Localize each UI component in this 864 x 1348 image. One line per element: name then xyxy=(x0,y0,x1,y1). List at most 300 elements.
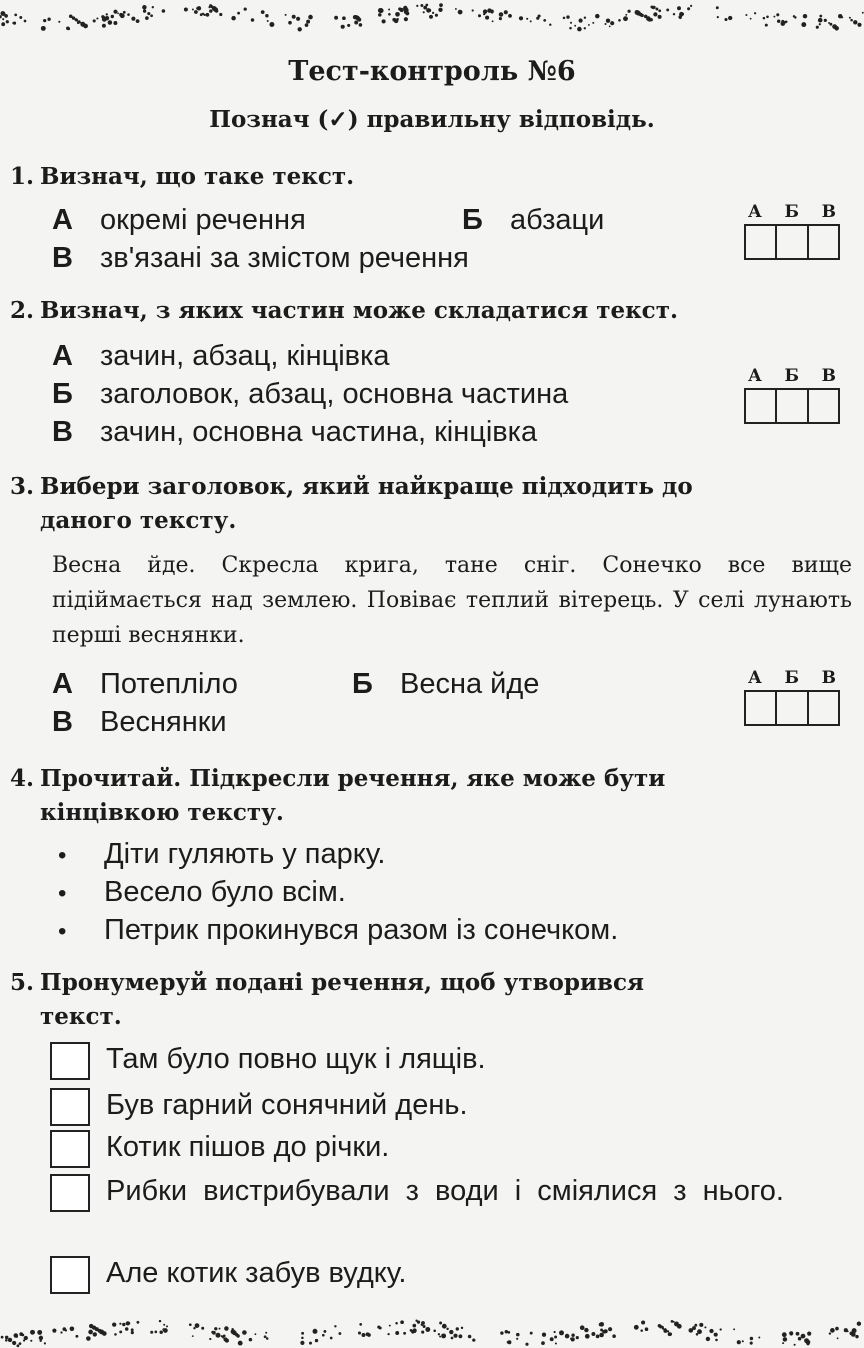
border-dot xyxy=(571,1333,574,1336)
border-dot xyxy=(136,19,140,23)
border-dot xyxy=(690,5,692,7)
border-dot xyxy=(455,8,457,10)
border-dot xyxy=(96,17,98,19)
border-dot xyxy=(102,1331,107,1336)
border-dot xyxy=(205,13,209,17)
border-dot xyxy=(388,13,391,16)
numbering-item xyxy=(50,1172,864,1210)
number-input-box[interactable] xyxy=(50,1042,90,1080)
border-dot xyxy=(750,1342,753,1345)
border-dot xyxy=(251,18,255,22)
border-dot xyxy=(559,1330,564,1335)
border-dot xyxy=(162,9,166,13)
number-input-box[interactable] xyxy=(50,1130,90,1168)
border-dot xyxy=(588,24,590,26)
question-text-continued: кінцівкою тексту. xyxy=(40,799,284,826)
border-dot xyxy=(147,12,150,15)
border-dot xyxy=(19,1332,23,1336)
border-dot xyxy=(1,1336,4,1339)
border-dot xyxy=(669,1333,672,1336)
border-dot xyxy=(389,1325,391,1327)
border-dot xyxy=(313,1329,318,1334)
question-number: 2. xyxy=(10,297,35,324)
sentence-text: Петрик прокинувся разом із сонечком. xyxy=(104,914,619,946)
border-dot xyxy=(112,1322,116,1326)
option-letter: А xyxy=(52,668,73,700)
question-text: Прочитай. Підкресли речення, яке може бути xyxy=(40,765,666,792)
border-dot xyxy=(203,14,205,16)
answer-box-a[interactable] xyxy=(746,390,777,422)
border-dot xyxy=(612,1334,616,1338)
border-dot xyxy=(640,14,643,17)
reading-passage: Весна йде. Скресла крига, тане сніг. Сонечко все вище підіймається над землею. Повіває теплий вітерець. У селі лунають перші веснянки. xyxy=(52,553,852,648)
question-text-continued: даного тексту. xyxy=(40,507,237,534)
answer-label-c: В xyxy=(821,366,836,386)
border-dot xyxy=(439,1336,441,1338)
border-dot xyxy=(86,1336,91,1341)
border-dot xyxy=(666,8,669,11)
border-dot xyxy=(824,19,827,22)
border-dot xyxy=(782,1332,787,1337)
border-dot xyxy=(119,1330,122,1333)
border-dot xyxy=(119,13,123,17)
border-dot xyxy=(803,14,807,18)
border-dot xyxy=(571,1337,575,1341)
border-dot xyxy=(378,8,383,13)
border-dot xyxy=(367,1333,371,1337)
border-dot xyxy=(1,22,5,26)
border-dot xyxy=(790,1333,793,1336)
border-dot xyxy=(400,1320,404,1324)
number-input-box[interactable] xyxy=(50,1088,90,1126)
question-1 xyxy=(10,160,850,194)
border-dot xyxy=(526,18,528,20)
border-dot xyxy=(570,22,572,24)
border-dot xyxy=(338,1332,341,1335)
border-dot xyxy=(5,1339,8,1342)
border-dot xyxy=(358,1331,361,1334)
border-dot xyxy=(361,1333,365,1337)
border-dot xyxy=(192,1335,194,1337)
border-dot xyxy=(68,28,71,31)
option-text: Весна йде xyxy=(400,668,540,700)
border-dot xyxy=(131,1331,134,1334)
border-dot xyxy=(499,12,504,17)
sentence-text: Був гарний сонячний день. xyxy=(106,1089,468,1121)
border-dot xyxy=(609,25,611,27)
question-number: 4. xyxy=(10,765,35,792)
option-letter: В xyxy=(52,706,73,738)
page-subtitle: Познач (✓) правильну відповідь. xyxy=(209,106,655,133)
option-text: абзаци xyxy=(510,204,605,236)
option-a xyxy=(52,666,238,702)
border-dot xyxy=(456,1327,459,1330)
border-dot xyxy=(201,1327,204,1330)
border-dot xyxy=(214,1327,217,1330)
border-dot xyxy=(162,1328,165,1331)
border-dot xyxy=(125,1327,129,1331)
option-text: зачин, основна частина, кінцівка xyxy=(100,416,538,448)
border-dot xyxy=(41,26,46,31)
answer-box-b[interactable] xyxy=(777,390,808,422)
border-dot xyxy=(285,14,287,16)
border-dot xyxy=(37,1330,42,1335)
border-dot xyxy=(412,1324,416,1328)
border-dot xyxy=(679,17,681,19)
border-dot xyxy=(131,1328,134,1331)
border-dot xyxy=(397,18,399,20)
border-dot xyxy=(231,16,236,21)
border-dot xyxy=(818,18,823,23)
border-dot xyxy=(671,1320,674,1323)
border-dot xyxy=(108,20,113,25)
border-dot xyxy=(439,3,443,7)
border-dot xyxy=(413,1330,416,1333)
option-text: Потепліло xyxy=(100,668,238,700)
border-dot xyxy=(550,1337,554,1341)
border-dot xyxy=(835,1327,839,1331)
border-dot xyxy=(750,18,752,20)
border-dot xyxy=(219,13,222,16)
border-dot xyxy=(483,9,487,13)
border-dot xyxy=(673,13,675,15)
border-dot xyxy=(347,24,350,27)
border-dot xyxy=(395,1322,398,1325)
border-dot xyxy=(717,16,719,18)
border-dot xyxy=(487,8,491,12)
border-dot xyxy=(211,1331,214,1334)
border-dot xyxy=(296,17,300,21)
border-dot xyxy=(52,1329,56,1333)
border-dot xyxy=(652,6,655,9)
border-dot xyxy=(70,1326,75,1331)
list-item[interactable] xyxy=(58,912,618,950)
border-dot xyxy=(441,1333,446,1338)
border-dot xyxy=(634,1325,639,1330)
border-dot xyxy=(433,1330,436,1333)
answer-label-b: Б xyxy=(784,366,799,386)
border-dot xyxy=(403,1332,406,1335)
border-dot xyxy=(584,27,586,29)
sentence-text: Котик пішов до річки. xyxy=(106,1131,390,1163)
border-dot xyxy=(499,17,502,20)
border-dot xyxy=(773,16,775,18)
border-dot xyxy=(83,24,88,29)
border-dot xyxy=(342,16,346,20)
border-dot xyxy=(378,13,382,17)
border-dot xyxy=(830,1328,835,1333)
border-dot xyxy=(223,1334,226,1337)
border-dot xyxy=(425,1327,430,1332)
border-dot xyxy=(265,14,268,17)
border-dot xyxy=(553,1331,555,1333)
border-dot xyxy=(855,21,857,23)
answer-label-c: В xyxy=(821,668,836,688)
border-dot xyxy=(715,1339,718,1342)
border-dot xyxy=(379,1327,382,1330)
answer-grid-q3 xyxy=(744,668,840,728)
question-text: Вибери заголовок, який найкраще підходить до xyxy=(40,473,693,500)
border-dot xyxy=(47,18,50,21)
border-dot xyxy=(213,7,218,12)
border-dot xyxy=(249,1338,253,1342)
border-dot xyxy=(453,1334,457,1338)
border-dot xyxy=(429,15,433,19)
border-dot xyxy=(428,9,432,13)
border-dot xyxy=(492,20,494,22)
option-letter: Б xyxy=(52,378,73,410)
border-dot xyxy=(421,1331,424,1334)
answer-box-b[interactable] xyxy=(777,692,808,724)
border-dot xyxy=(117,13,119,15)
border-dot xyxy=(785,21,788,24)
numbering-item xyxy=(50,1128,864,1166)
border-dot xyxy=(819,15,822,18)
border-dot xyxy=(65,1329,67,1331)
border-dot xyxy=(225,1339,229,1343)
border-dot xyxy=(423,1325,426,1328)
border-dot xyxy=(625,14,627,16)
border-dot xyxy=(416,5,418,7)
question-5 xyxy=(10,966,850,1034)
border-dot xyxy=(196,7,199,10)
answer-label-a: А xyxy=(748,668,762,688)
border-dot xyxy=(745,14,747,16)
border-dot xyxy=(451,1337,454,1340)
border-dot xyxy=(388,9,390,11)
border-dot xyxy=(113,10,117,14)
border-dot xyxy=(478,14,481,17)
border-dot xyxy=(301,1337,304,1340)
answer-box-c[interactable] xyxy=(809,692,838,724)
border-dot xyxy=(404,17,408,21)
border-dot xyxy=(446,1328,448,1330)
border-dot xyxy=(857,1322,861,1326)
border-dot xyxy=(166,1325,168,1327)
border-dot xyxy=(102,24,106,28)
border-dot xyxy=(200,13,203,16)
border-dot xyxy=(801,1334,806,1339)
border-dot xyxy=(189,1323,192,1326)
border-dot xyxy=(585,1334,590,1339)
option-letter: А xyxy=(52,340,73,372)
sentence-text: Рибки вистрибували з води і сміялися з нього. xyxy=(106,1175,784,1207)
border-dot xyxy=(359,1323,362,1326)
border-dot xyxy=(580,1325,585,1330)
border-dot xyxy=(677,1324,682,1329)
border-dot xyxy=(159,1320,161,1322)
border-dot xyxy=(122,1323,125,1326)
border-dot xyxy=(461,1327,463,1329)
list-item[interactable] xyxy=(58,874,346,912)
sentence-text: Але котик забув вудку. xyxy=(106,1257,407,1289)
border-dot xyxy=(451,1331,453,1333)
number-input-box[interactable] xyxy=(50,1174,90,1212)
border-dot xyxy=(159,1331,162,1334)
border-dot xyxy=(816,26,819,29)
border-dot xyxy=(677,6,681,10)
border-dot xyxy=(136,1321,139,1324)
bullet-icon: • xyxy=(58,842,67,869)
option-a xyxy=(52,202,306,238)
border-dot xyxy=(602,1330,606,1334)
border-dot xyxy=(439,1322,442,1325)
border-dot xyxy=(127,13,130,16)
border-dot xyxy=(565,1334,570,1339)
border-dot xyxy=(105,16,109,20)
answer-box-c[interactable] xyxy=(809,390,838,422)
border-dot xyxy=(224,1326,228,1330)
border-dot xyxy=(658,9,661,12)
border-dot xyxy=(599,1323,602,1326)
border-dot xyxy=(93,1332,97,1336)
answer-box-a[interactable] xyxy=(746,226,777,258)
border-dot xyxy=(819,23,821,25)
border-dot xyxy=(516,1333,520,1337)
border-dot xyxy=(766,15,769,18)
border-dot xyxy=(309,1342,312,1345)
border-dot xyxy=(131,17,135,21)
border-dot xyxy=(829,1332,831,1334)
border-dot xyxy=(576,1336,579,1339)
border-dot xyxy=(435,14,438,17)
border-dot xyxy=(114,1333,117,1336)
border-dot xyxy=(308,15,313,20)
border-dot xyxy=(525,1343,528,1346)
border-dot xyxy=(420,4,423,7)
border-dot xyxy=(724,18,727,21)
border-dot xyxy=(238,1341,243,1346)
border-dot xyxy=(500,1331,503,1334)
border-dot xyxy=(458,10,463,15)
border-dot xyxy=(432,12,434,14)
border-dot xyxy=(801,22,806,27)
answer-grid-q1 xyxy=(744,202,840,262)
border-dot xyxy=(14,14,17,17)
border-dot xyxy=(850,19,853,22)
border-dot xyxy=(2,18,4,20)
option-text: окремі речення xyxy=(100,204,306,236)
border-dot xyxy=(530,20,532,22)
border-dot xyxy=(208,6,210,8)
border-dot xyxy=(543,19,546,22)
border-dot xyxy=(472,9,474,11)
border-dot xyxy=(563,17,566,20)
border-dot xyxy=(30,1340,32,1342)
border-dot xyxy=(438,1333,440,1335)
border-dot xyxy=(102,16,105,19)
border-dot xyxy=(442,1324,447,1329)
border-dot xyxy=(354,21,358,25)
border-dot xyxy=(837,1337,839,1339)
border-dot xyxy=(849,17,851,19)
border-dot xyxy=(777,19,780,22)
border-dot xyxy=(458,1334,462,1338)
border-dot xyxy=(781,21,786,26)
option-text: заголовок, абзац, основна частина xyxy=(100,378,569,410)
border-dot xyxy=(554,1336,557,1339)
numbering-item xyxy=(50,1040,864,1078)
border-dot xyxy=(851,1332,856,1337)
number-input-box[interactable] xyxy=(50,1256,90,1294)
border-dot xyxy=(145,16,149,20)
border-dot xyxy=(758,1336,760,1338)
border-dot xyxy=(306,20,310,24)
border-dot xyxy=(265,1332,267,1334)
answer-box-c[interactable] xyxy=(809,226,838,258)
border-dot xyxy=(697,1329,702,1334)
option-b xyxy=(352,666,539,702)
border-dot xyxy=(209,9,212,12)
border-dot xyxy=(395,1331,399,1335)
border-dot xyxy=(5,1336,9,1340)
option-text: Веснянки xyxy=(100,706,227,738)
border-dot xyxy=(599,1333,604,1338)
decorative-dotted-border-top xyxy=(0,0,864,48)
border-dot xyxy=(794,1344,796,1346)
border-dot xyxy=(640,1329,643,1332)
border-dot xyxy=(254,1333,256,1335)
border-dot xyxy=(595,14,600,19)
border-dot xyxy=(750,1337,753,1340)
border-dot xyxy=(382,19,386,23)
border-dot xyxy=(472,1338,475,1341)
border-dot xyxy=(58,21,60,23)
border-dot xyxy=(400,8,404,12)
border-dot xyxy=(742,1340,744,1342)
border-dot xyxy=(152,6,154,8)
question-text: Визнач, що таке текст. xyxy=(40,163,355,190)
option-letter: В xyxy=(52,242,73,274)
border-dot xyxy=(323,1330,326,1333)
border-dot xyxy=(536,17,539,20)
border-dot xyxy=(231,1328,233,1330)
border-dot xyxy=(269,22,274,27)
border-dot xyxy=(334,16,338,20)
border-dot xyxy=(584,16,586,18)
option-b xyxy=(52,376,568,412)
border-dot xyxy=(733,1328,735,1330)
border-dot xyxy=(720,1328,722,1330)
answer-box-a[interactable] xyxy=(746,692,777,724)
border-dot xyxy=(194,10,198,14)
border-dot xyxy=(485,16,489,20)
border-dot xyxy=(798,1337,802,1341)
numbering-item xyxy=(50,1254,864,1292)
answer-box-b[interactable] xyxy=(777,226,808,258)
border-dot xyxy=(645,1327,649,1331)
border-dot xyxy=(242,1330,247,1335)
option-letter: А xyxy=(52,204,73,236)
border-dot xyxy=(322,1334,325,1337)
border-dot xyxy=(193,1327,195,1329)
border-dot xyxy=(796,1332,800,1336)
option-text: зачин, абзац, кінцівка xyxy=(100,340,390,372)
border-dot xyxy=(261,10,265,14)
border-dot xyxy=(577,27,582,32)
border-dot xyxy=(0,15,2,18)
border-dot xyxy=(292,15,296,19)
border-dot xyxy=(728,16,732,20)
answer-label-a: А xyxy=(748,366,762,386)
border-dot xyxy=(468,1335,472,1339)
border-dot xyxy=(584,1328,588,1332)
border-dot xyxy=(423,6,427,10)
answer-label-b: Б xyxy=(784,202,799,222)
list-item[interactable] xyxy=(58,836,385,874)
border-dot xyxy=(236,1334,239,1337)
border-dot xyxy=(417,1320,420,1323)
